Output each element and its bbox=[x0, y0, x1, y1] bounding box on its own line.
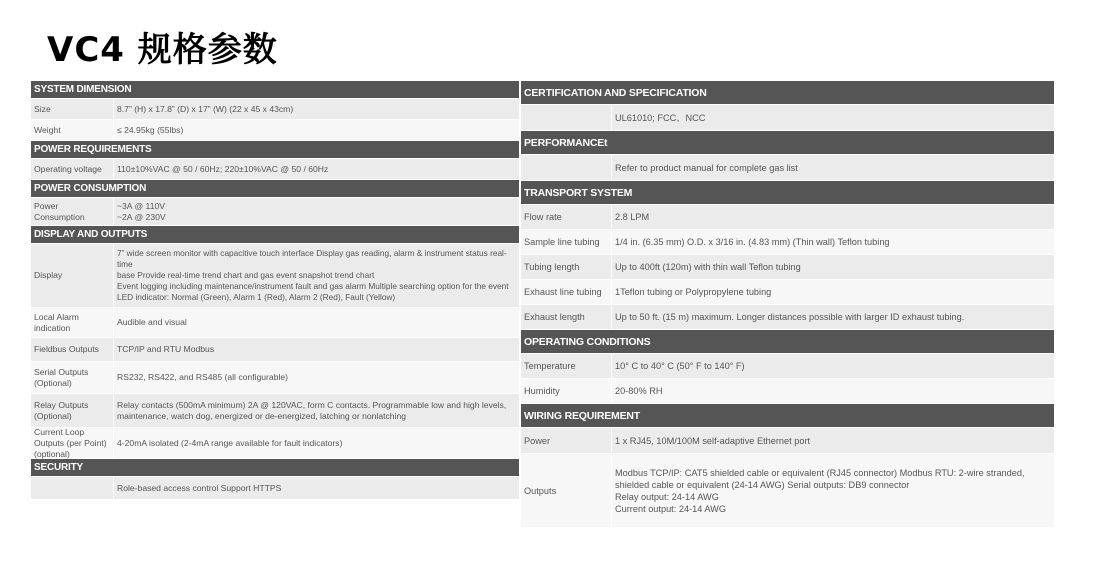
spec-label: Weight bbox=[31, 120, 114, 140]
spec-value-line: Current output: 24-14 AWG bbox=[615, 503, 726, 514]
spec-value: 20-80% RH bbox=[612, 379, 1054, 403]
table-row bbox=[31, 159, 519, 180]
spec-value: Audible and visual bbox=[114, 308, 519, 337]
table-row bbox=[31, 99, 519, 120]
right-spec-table bbox=[521, 81, 1054, 528]
spec-label bbox=[31, 477, 114, 499]
spec-label: Sample line tubing bbox=[521, 230, 612, 254]
table-row bbox=[521, 428, 1054, 454]
spec-label: Current Loop Outputs (per Point) (optional) bbox=[31, 428, 114, 458]
spec-label: Outputs bbox=[521, 454, 612, 527]
spec-value-line: Relay output: 24-14 AWG bbox=[615, 491, 719, 502]
spec-label: Size bbox=[31, 99, 114, 119]
spec-value: UL61010; FCC、NCC bbox=[612, 105, 1054, 130]
spec-value-line: base Provide real-time trend chart and gas event snapshot trend chart bbox=[117, 270, 375, 280]
spec-value bbox=[114, 198, 519, 225]
spec-value: 8.7” (H) x 17.8” (D) x 17” (W) (22 x 45 x 43cm) bbox=[114, 99, 519, 119]
spec-value: Up to 50 ft. (15 m) maximum. Longer distances possible with larger ID exhaust tubing. bbox=[612, 305, 1054, 329]
section-header-power-requirements: POWER REQUIREMENTS bbox=[31, 141, 519, 159]
table-row bbox=[521, 105, 1054, 131]
spec-value: 4-20mA isolated (2-4mA range available for fault indicators) bbox=[114, 428, 519, 458]
left-spec-table bbox=[31, 81, 519, 500]
section-header-operating: OPERATING CONDITIONS bbox=[521, 330, 1054, 354]
table-row bbox=[31, 308, 519, 338]
spec-value-line: ~2A @ 230V bbox=[117, 211, 166, 222]
section-header-transport: TRANSPORT SYSTEM bbox=[521, 181, 1054, 205]
section-header-power-consumption: POWER CONSUMPTION bbox=[31, 180, 519, 198]
spec-value: TCP/IP and RTU Modbus bbox=[114, 338, 519, 361]
table-row bbox=[31, 362, 519, 394]
table-row bbox=[521, 255, 1054, 280]
spec-value: Role-based access control Support HTTPS bbox=[114, 477, 519, 499]
spec-label: Power bbox=[521, 428, 612, 453]
section-header-security: SECURITY bbox=[31, 459, 519, 477]
table-row bbox=[521, 205, 1054, 230]
spec-label: Display bbox=[31, 244, 114, 307]
spec-value: Refer to product manual for complete gas list bbox=[612, 155, 1054, 180]
table-row bbox=[31, 338, 519, 362]
spec-value-line: Event logging including maintenance/instrument fault and gas alarm Multiple searching option for the event bbox=[117, 281, 509, 291]
spec-value bbox=[114, 244, 519, 307]
table-row bbox=[521, 280, 1054, 305]
spec-value: 10° C to 40° C (50° F to 140° F) bbox=[612, 354, 1054, 378]
table-row bbox=[521, 379, 1054, 404]
spec-value: 2.8 LPM bbox=[612, 205, 1054, 229]
spec-label: Exhaust line tubing bbox=[521, 280, 612, 304]
spec-label: Local Alarm indication bbox=[31, 308, 114, 337]
spec-label bbox=[521, 155, 612, 180]
table-row bbox=[31, 428, 519, 459]
spec-value: Relay contacts (500mA minimum) 2A @ 120VAC, form C contacts. Programmable low and high levels, maintenance, watch dog, energized or de-energized, latching or nonlatching bbox=[114, 394, 519, 427]
section-header-display-outputs: DISPLAY AND OUTPUTS bbox=[31, 226, 519, 244]
spec-label: Power Consumption bbox=[31, 198, 114, 225]
section-header-certification: CERTIFICATION AND SPECIFICATION bbox=[521, 81, 1054, 105]
spec-label: Exhaust length bbox=[521, 305, 612, 329]
spec-value-line: 7” wide screen monitor with capacitive touch interface Display gas reading, alarm & instrument status real-time bbox=[117, 248, 507, 269]
spec-value bbox=[612, 454, 1054, 527]
spec-value: ≤ 24.95kg (55lbs) bbox=[114, 120, 519, 140]
spec-value: 1 x RJ45, 10M/100M self-adaptive Ethernet port bbox=[612, 428, 1054, 453]
spec-value: Up to 400ft (120m) with thin wall Teflon tubing bbox=[612, 255, 1054, 279]
spec-label: Temperature bbox=[521, 354, 612, 378]
spec-label: Humidity bbox=[521, 379, 612, 403]
table-row bbox=[31, 120, 519, 141]
spec-value: 110±10%VAC @ 50 / 60Hz; 220±10%VAC @ 50 / 60Hz bbox=[114, 159, 519, 179]
section-header-performance: PERFORMANCEt bbox=[521, 131, 1054, 155]
spec-value-line: Modbus TCP/IP: CAT5 shielded cable or equivalent (RJ45 connector) Modbus RTU: 2-wire stranded, shielded cable or equivalent (24-14 AWG) Serial outputs: DB9 connector bbox=[615, 467, 1025, 490]
table-row bbox=[521, 305, 1054, 330]
spec-label: Serial Outputs (Optional) bbox=[31, 362, 114, 393]
spec-label: Operating voltage bbox=[31, 159, 114, 179]
table-row bbox=[31, 477, 519, 500]
spec-label bbox=[521, 105, 612, 130]
table-row bbox=[521, 230, 1054, 255]
spec-label: Relay Outputs (Optional) bbox=[31, 394, 114, 427]
spec-label: Flow rate bbox=[521, 205, 612, 229]
spec-label: Fieldbus Outputs bbox=[31, 338, 114, 361]
table-row bbox=[31, 394, 519, 428]
table-row bbox=[521, 155, 1054, 181]
table-row bbox=[31, 244, 519, 308]
spec-value-line: ~3A @ 110V bbox=[117, 200, 165, 211]
spec-value: 1Teflon tubing or Polypropylene tubing bbox=[612, 280, 1054, 304]
section-header-wiring: WIRING REQUIREMENT bbox=[521, 404, 1054, 428]
section-header-system-dimension: SYSTEM DIMENSION bbox=[31, 81, 519, 99]
spec-value: 1/4 in. (6.35 mm) O.D. x 3/16 in. (4.83 mm) (Thin wall) Teflon tubing bbox=[612, 230, 1054, 254]
spec-label: Tubing length bbox=[521, 255, 612, 279]
table-row bbox=[521, 354, 1054, 379]
table-row bbox=[31, 198, 519, 226]
spec-value: RS232, RS422, and RS485 (all configurable) bbox=[114, 362, 519, 393]
spec-value-line: LED indicator: Normal (Green), Alarm 1 (Red), Alarm 2 (Red), Fault (Yellow) bbox=[117, 292, 396, 302]
table-row bbox=[521, 454, 1054, 528]
page-title: VC4 规格参数 bbox=[47, 30, 278, 70]
